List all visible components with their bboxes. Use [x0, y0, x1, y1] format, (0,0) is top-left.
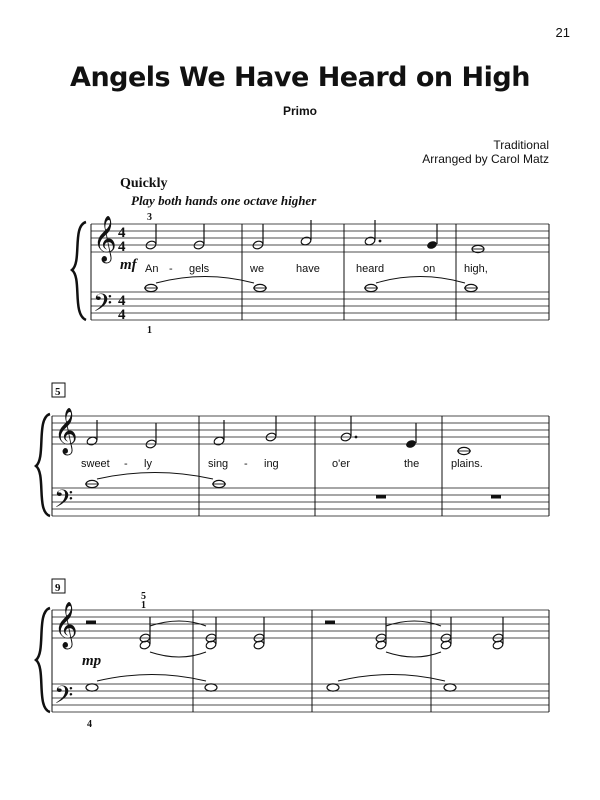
lyrics-line-2	[81, 458, 483, 470]
bass-notes	[144, 277, 478, 292]
treble-notes	[86, 416, 471, 455]
fingering-top: 3	[147, 212, 152, 223]
bass-staff	[52, 684, 549, 712]
bass-staff	[91, 292, 549, 320]
brace	[36, 608, 50, 712]
treble-staff	[52, 416, 549, 444]
svg-text:4: 4	[118, 239, 126, 255]
svg-text:on: on	[423, 263, 436, 275]
svg-text:sing: sing	[208, 458, 229, 470]
svg-text:gels: gels	[189, 263, 210, 275]
svg-text:-: -	[124, 458, 128, 470]
svg-text:4: 4	[118, 307, 126, 323]
fingering-top: 5	[141, 591, 146, 602]
time-signature: 4	[118, 225, 126, 241]
svg-text:-: -	[244, 458, 248, 470]
brace	[36, 414, 50, 516]
bass-staff	[52, 488, 549, 516]
fingering-bottom: 4	[87, 719, 92, 730]
measure-number: 9	[55, 582, 61, 594]
svg-text:the: the	[404, 458, 420, 470]
system-1	[72, 212, 549, 336]
whole-rest	[376, 495, 386, 499]
svg-text:have: have	[296, 263, 320, 275]
dynamic-marking: mp	[82, 653, 102, 669]
svg-text:-: -	[169, 263, 173, 275]
page-number: 21	[555, 25, 570, 40]
svg-text:sweet: sweet	[81, 458, 110, 470]
subtitle: Primo	[282, 104, 317, 118]
whole-rest	[491, 495, 501, 499]
treble-notes	[139, 617, 504, 657]
svg-text:o'er: o'er	[332, 458, 350, 470]
bass-clef-icon: 𝄢	[54, 486, 74, 519]
arranger: Arranged by Carol Matz	[422, 152, 549, 166]
treble-staff	[52, 610, 549, 638]
bass-clef-icon: 𝄢	[54, 682, 74, 715]
measure-number: 5	[55, 386, 61, 398]
svg-text:plains.: plains.	[451, 458, 483, 470]
lyrics-line-1	[145, 263, 488, 275]
brace	[72, 222, 86, 320]
svg-text:heard: heard	[356, 263, 385, 275]
svg-text:ly: ly	[144, 458, 152, 470]
treble-clef-icon: 𝄞	[93, 216, 117, 261]
svg-text:high,: high,	[464, 263, 488, 275]
page-title: Angels We Have Heard on High	[70, 62, 530, 93]
half-rest	[325, 621, 335, 625]
svg-text:we: we	[250, 263, 265, 275]
dynamic-marking: mf	[120, 257, 137, 273]
treble-clef-icon: 𝄞	[54, 408, 78, 453]
treble-staff	[91, 224, 549, 252]
half-rest	[86, 621, 96, 625]
performance-instruction: Play both hands one octave higher	[131, 193, 317, 208]
bass-notes	[86, 675, 456, 692]
fingering-bottom: 1	[147, 325, 152, 336]
composer: Traditional	[493, 138, 549, 152]
bass-clef-icon: 𝄢	[93, 290, 113, 323]
treble-clef-icon: 𝄞	[54, 602, 78, 647]
tempo-marking: Quickly	[120, 176, 168, 191]
system-3	[36, 579, 549, 730]
svg-text:ing: ing	[264, 458, 279, 470]
svg-text:An: An	[145, 263, 159, 275]
system-2	[36, 383, 549, 519]
time-signature: 4	[118, 293, 126, 309]
bass-notes	[85, 473, 226, 488]
fingering-top: 1	[141, 600, 146, 611]
